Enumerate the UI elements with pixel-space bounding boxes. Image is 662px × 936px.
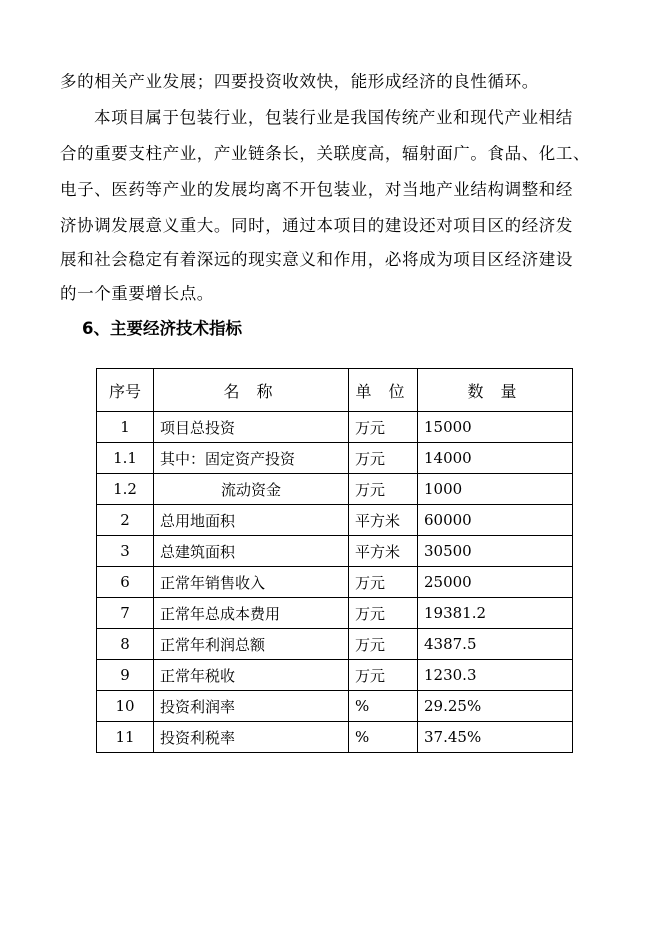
cell-no: 3 — [97, 536, 154, 567]
cell-unit: % — [349, 722, 418, 753]
cell-unit: % — [349, 691, 418, 722]
table-row — [97, 567, 573, 598]
paragraph-line: 展和社会稳定有着深远的现实意义和作用，必将成为项目区经济建设 — [60, 250, 573, 269]
cell-unit: 万元 — [349, 567, 418, 598]
cell-no: 1.1 — [97, 443, 154, 474]
cell-value: 30500 — [418, 536, 573, 567]
table-row — [97, 412, 573, 443]
cell-unit: 平方米 — [349, 536, 418, 567]
table-row — [97, 722, 573, 753]
paragraph-line: 电子、医药等产业的发展均离不开包装业，对当地产业结构调整和经 — [60, 180, 573, 199]
economic-indicators-table — [96, 368, 573, 753]
cell-no: 8 — [97, 629, 154, 660]
cell-unit: 万元 — [349, 412, 418, 443]
cell-value: 1230.3 — [418, 660, 573, 691]
paragraph-line: 本项目属于包装行业，包装行业是我国传统产业和现代产业相结 — [94, 108, 573, 127]
paragraph-line: 多的相关产业发展；四要投资收效快，能形成经济的良性循环。 — [60, 72, 539, 91]
cell-name: 流动资金 — [154, 474, 349, 505]
cell-unit: 平方米 — [349, 505, 418, 536]
cell-value: 25000 — [418, 567, 573, 598]
cell-value: 19381.2 — [418, 598, 573, 629]
table-row — [97, 629, 573, 660]
cell-value: 14000 — [418, 443, 573, 474]
header-name: 名 称 — [154, 369, 349, 412]
header-value: 数 量 — [418, 369, 573, 412]
table-row — [97, 536, 573, 567]
cell-no: 6 — [97, 567, 154, 598]
table-row — [97, 443, 573, 474]
cell-name: 正常年销售收入 — [154, 567, 349, 598]
cell-no: 7 — [97, 598, 154, 629]
cell-name: 投资利润率 — [154, 691, 349, 722]
cell-no: 2 — [97, 505, 154, 536]
cell-unit: 万元 — [349, 474, 418, 505]
cell-name: 总用地面积 — [154, 505, 349, 536]
cell-value: 4387.5 — [418, 629, 573, 660]
cell-name: 正常年税收 — [154, 660, 349, 691]
cell-unit: 万元 — [349, 443, 418, 474]
section-heading: 6、主要经济技术指标 — [82, 319, 242, 338]
cell-name: 其中：固定资产投资 — [154, 443, 349, 474]
cell-no: 1 — [97, 412, 154, 443]
cell-unit: 万元 — [349, 629, 418, 660]
cell-value: 29.25% — [418, 691, 573, 722]
cell-no: 1.2 — [97, 474, 154, 505]
cell-value: 15000 — [418, 412, 573, 443]
cell-no: 11 — [97, 722, 154, 753]
cell-name: 项目总投资 — [154, 412, 349, 443]
cell-value: 1000 — [418, 474, 573, 505]
paragraph-line: 合的重要支柱产业，产业链条长，关联度高，辐射面广。食品、化工、 — [60, 144, 591, 163]
cell-name: 投资利税率 — [154, 722, 349, 753]
header-unit: 单 位 — [349, 369, 418, 412]
cell-no: 9 — [97, 660, 154, 691]
cell-unit: 万元 — [349, 598, 418, 629]
cell-name: 总建筑面积 — [154, 536, 349, 567]
cell-name: 正常年总成本费用 — [154, 598, 349, 629]
cell-value: 60000 — [418, 505, 573, 536]
cell-unit: 万元 — [349, 660, 418, 691]
table-row — [97, 598, 573, 629]
header-no: 序号 — [97, 369, 154, 412]
table-header-row — [97, 369, 573, 412]
cell-name: 正常年利润总额 — [154, 629, 349, 660]
cell-value: 37.45% — [418, 722, 573, 753]
paragraph-line: 的一个重要增长点。 — [60, 284, 214, 303]
table-row — [97, 474, 573, 505]
paragraph-line: 济协调发展意义重大。同时，通过本项目的建设还对项目区的经济发 — [60, 216, 573, 235]
table-row — [97, 691, 573, 722]
table-row — [97, 660, 573, 691]
table-row — [97, 505, 573, 536]
cell-no: 10 — [97, 691, 154, 722]
